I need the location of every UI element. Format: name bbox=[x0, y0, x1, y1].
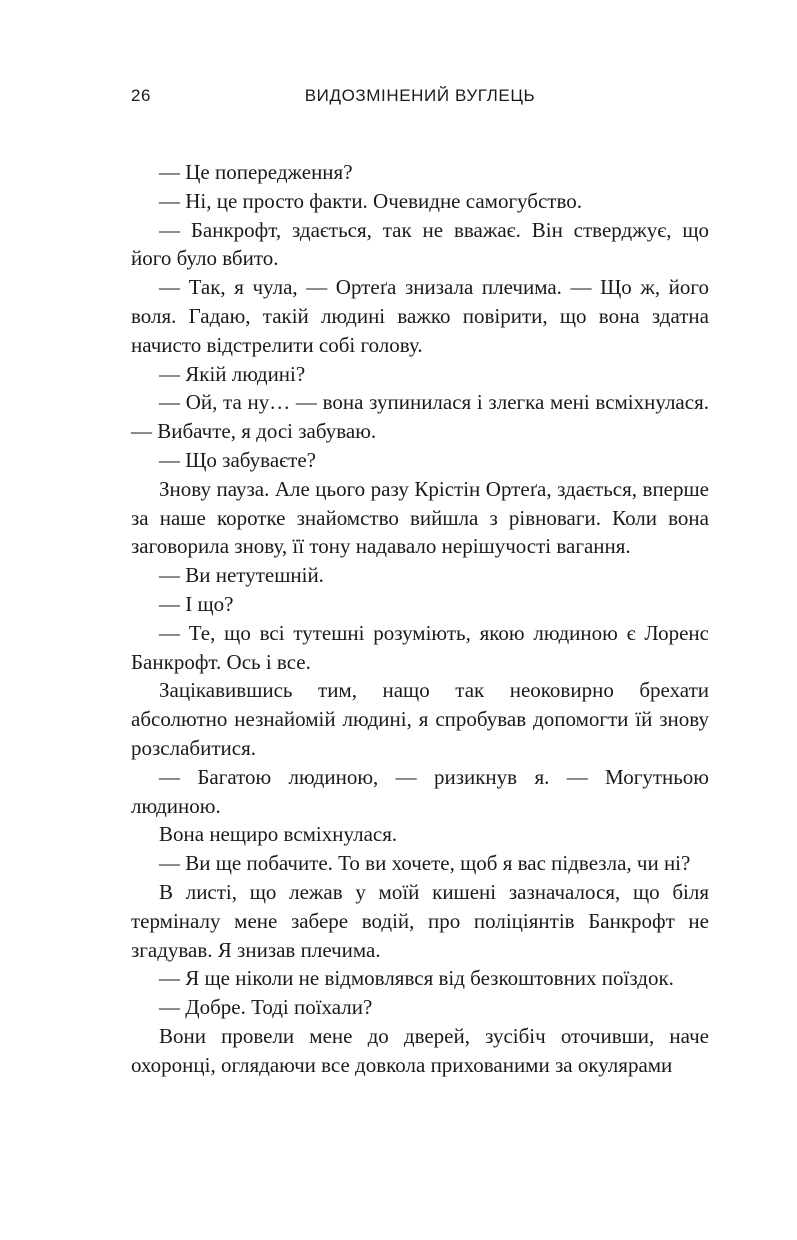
paragraph: — Банкрофт, здається, так не вважає. Він стверджує, що його було вбито. bbox=[131, 217, 709, 271]
paragraph: — Що забуваєте? bbox=[159, 447, 316, 472]
paragraph: — Багатою людиною, — ризикнув я. — Могутньою людиною. bbox=[131, 764, 709, 818]
paragraph: — Я ще ніколи не відмовлявся від безкоштовних поїздок. bbox=[159, 966, 674, 991]
paragraph: — Так, я чула, — Ортеґа знизала плечима. — Що ж, його воля. Гадаю, такій людині важко повірити, що вона здатна начисто відстрелити собі голову. bbox=[131, 275, 709, 357]
paragraph: Вона нещиро всміхнулася. bbox=[159, 822, 398, 847]
paragraph: — Якій людині? bbox=[159, 361, 306, 386]
page-number: 26 bbox=[131, 86, 151, 105]
paragraph: — Ви нетутешній. bbox=[159, 563, 324, 588]
running-title: ВИДОЗМІНЕНИЙ ВУГЛЕЦЬ bbox=[304, 86, 536, 105]
page-header bbox=[131, 86, 709, 110]
paragraph: — Добре. Тоді поїхали? bbox=[159, 995, 373, 1020]
paragraph: Знову пауза. Але цього разу Крістін Ортеґа, здається, вперше за наше коротке знайомство вийшла з рівноваги. Коли вона заговорила знову, її тону надавало нерішучості вагання. bbox=[131, 476, 709, 559]
paragraph: В листі, що лежав у моїй кишені зазначалося, що біля терміналу мене забере водій, про поліціянтів Банкрофт не згадував. Я знизав плечима. bbox=[131, 879, 709, 962]
paragraph: — Це попередження? bbox=[159, 160, 353, 184]
paragraph: Вони провели мене до дверей, зусібіч оточивши, наче охоронці, оглядаючи все довкола прихованими за окулярами bbox=[131, 1023, 709, 1077]
paragraph: Зацікавившись тим, нащо так неоковирно брехати абсолютно незнайомій людині, я спробував допомогти їй знову розслабитися. bbox=[131, 678, 709, 760]
paragraph: — І що? bbox=[159, 591, 234, 616]
paragraph: — Ви ще побачите. То ви хочете, щоб я вас підвезла, чи ні? bbox=[159, 851, 691, 876]
paragraph: — Ні, це просто факти. Очевидне самогубство. bbox=[159, 188, 582, 213]
paragraph: — Ой, та ну… — вона зупинилася і злегка мені всміхнулася. — Вибачте, я досі забуваю. bbox=[131, 390, 709, 444]
text-body bbox=[131, 158, 709, 1080]
paragraph: — Те, що всі тутешні розуміють, якою людиною є Лоренс Банкрофт. Ось і все. bbox=[131, 620, 709, 674]
